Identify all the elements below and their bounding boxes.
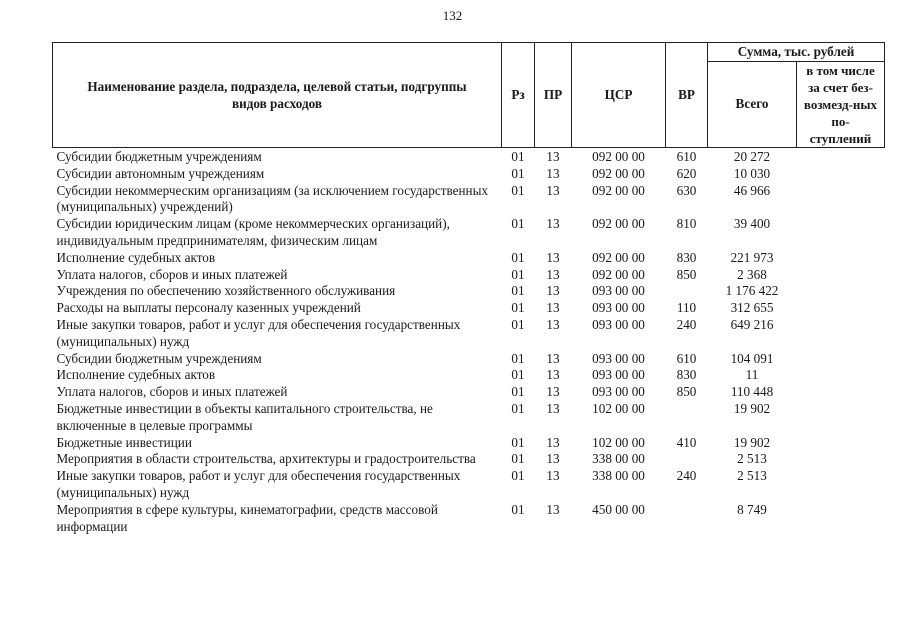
row-csr: 092 00 00 — [592, 249, 645, 265]
table-row — [53, 502, 885, 536]
row-csr: 093 00 00 — [592, 384, 645, 400]
row-name: Субсидии автономным учреждениям — [56, 165, 265, 181]
header-pr: ПР — [535, 43, 572, 148]
row-vr: 610 — [676, 149, 697, 164]
row-rz: 01 — [511, 468, 525, 484]
row-total: 2 513 — [737, 451, 767, 467]
row-name: Расходы на выплаты персоналу казенных учреждений — [56, 300, 361, 316]
row-free — [797, 183, 885, 217]
row-csr: 093 00 00 — [592, 350, 645, 366]
page-number: 132 — [442, 8, 463, 23]
row-pr: 13 — [546, 501, 560, 517]
row-name: Субсидии бюджетным учреждениям — [56, 350, 262, 366]
row-vr: 110 — [676, 300, 697, 316]
row-rz: 01 — [511, 165, 525, 181]
header-rz: Рз — [502, 43, 535, 148]
row-name: Уплата налогов, сборов и иных платежей — [56, 266, 288, 282]
row-rz: 01 — [511, 266, 525, 282]
table-row — [53, 166, 885, 183]
row-pr: 13 — [546, 468, 560, 484]
row-pr: 13 — [546, 249, 560, 265]
row-vr: 850 — [676, 266, 697, 282]
table-row — [53, 283, 885, 300]
row-vr: 630 — [676, 182, 697, 198]
row-vr: 850 — [676, 384, 697, 400]
row-free — [797, 401, 885, 435]
row-vr: 410 — [676, 434, 697, 450]
row-vr: 610 — [676, 350, 697, 366]
row-vr — [666, 451, 708, 468]
row-csr: 093 00 00 — [592, 283, 645, 299]
row-pr: 13 — [546, 283, 560, 299]
row-pr: 13 — [546, 367, 560, 383]
row-pr: 13 — [546, 165, 560, 181]
row-pr: 13 — [546, 182, 560, 198]
row-vr: 810 — [676, 216, 697, 232]
row-name: Учреждения по обеспечению хозяйственного обслуживания — [56, 283, 396, 299]
row-name: Мероприятия в области строительства, архитектуры и градостроительства — [56, 451, 476, 467]
budget-table — [52, 42, 885, 535]
row-total: 2 368 — [737, 266, 767, 282]
row-total: 39 400 — [733, 216, 771, 232]
row-total: 2 513 — [737, 468, 767, 484]
row-total: 11 — [745, 367, 759, 383]
table-row — [53, 183, 885, 217]
row-free — [797, 283, 885, 300]
row-total: 312 655 — [730, 300, 774, 316]
row-rz: 01 — [511, 316, 525, 332]
row-rz: 01 — [511, 400, 525, 416]
row-rz: 01 — [511, 216, 525, 232]
row-csr: 092 00 00 — [592, 149, 645, 164]
row-total: 1 176 422 — [725, 283, 779, 299]
row-name: Субсидии некоммерческим организациям (за исключением государственных (муниципальных) учреждений) — [56, 182, 489, 215]
row-rz: 01 — [511, 367, 525, 383]
row-rz: 01 — [511, 501, 525, 517]
row-csr: 093 00 00 — [592, 316, 645, 332]
row-csr: 092 00 00 — [592, 266, 645, 282]
row-pr: 13 — [546, 350, 560, 366]
row-rz: 01 — [511, 283, 525, 299]
row-name: Исполнение судебных актов — [56, 367, 216, 383]
row-free — [797, 451, 885, 468]
table-row — [53, 250, 885, 267]
row-csr: 092 00 00 — [592, 165, 645, 181]
row-total: 19 902 — [733, 400, 771, 416]
row-csr: 092 00 00 — [592, 182, 645, 198]
row-pr: 13 — [546, 300, 560, 316]
row-free — [797, 384, 885, 401]
row-free — [797, 250, 885, 267]
row-vr: 620 — [676, 165, 697, 181]
row-csr: 092 00 00 — [592, 216, 645, 232]
row-free — [797, 502, 885, 536]
row-csr: 102 00 00 — [592, 400, 645, 416]
header-total: Всего — [708, 62, 797, 148]
table-row — [53, 216, 885, 250]
row-rz: 01 — [511, 451, 525, 467]
table-row — [53, 451, 885, 468]
table-body — [53, 148, 885, 536]
row-free — [797, 351, 885, 368]
row-total: 8 749 — [737, 501, 767, 517]
row-vr: 240 — [676, 316, 697, 332]
row-free — [797, 267, 885, 284]
table-row — [53, 435, 885, 452]
row-free — [797, 435, 885, 452]
row-pr: 13 — [546, 451, 560, 467]
row-total: 20 272 — [733, 149, 771, 164]
row-rz: 01 — [511, 249, 525, 265]
row-vr: 830 — [676, 249, 697, 265]
row-free — [797, 468, 885, 502]
row-total: 46 966 — [733, 182, 771, 198]
row-pr: 13 — [546, 384, 560, 400]
row-free — [797, 317, 885, 351]
row-rz: 01 — [511, 434, 525, 450]
row-vr — [666, 502, 708, 536]
header-vr: ВР — [666, 43, 708, 148]
row-vr — [666, 283, 708, 300]
row-name: Бюджетные инвестиции — [56, 434, 192, 450]
table-row — [53, 148, 885, 166]
row-rz: 01 — [511, 384, 525, 400]
row-pr: 13 — [546, 434, 560, 450]
table-row — [53, 468, 885, 502]
row-free — [797, 166, 885, 183]
row-csr: 450 00 00 — [592, 501, 645, 517]
row-pr: 13 — [546, 316, 560, 332]
row-name: Уплата налогов, сборов и иных платежей — [56, 384, 288, 400]
table-row — [53, 351, 885, 368]
row-name: Мероприятия в сфере культуры, кинематографии, средств массовой информации — [56, 501, 438, 534]
row-name: Исполнение судебных актов — [56, 249, 216, 265]
row-name: Субсидии юридическим лицам (кроме некоммерческих организаций), индивидуальным предпринимателям, физическим лицам — [56, 216, 450, 248]
row-pr: 13 — [546, 400, 560, 416]
row-name: Субсидии бюджетным учреждениям — [56, 149, 262, 164]
row-total: 221 973 — [730, 249, 774, 265]
row-total: 649 216 — [730, 316, 774, 332]
row-free — [797, 367, 885, 384]
row-name: Иные закупки товаров, работ и услуг для обеспечения государственных (муниципальных) нужд — [56, 316, 461, 349]
row-csr: 102 00 00 — [592, 434, 645, 450]
row-csr: 338 00 00 — [592, 468, 645, 484]
header-csr: ЦСР — [572, 43, 666, 148]
row-free — [797, 148, 885, 166]
row-csr: 093 00 00 — [592, 300, 645, 316]
row-vr: 830 — [676, 367, 697, 383]
row-rz: 01 — [511, 350, 525, 366]
row-total: 104 091 — [730, 350, 774, 366]
row-total: 19 902 — [733, 434, 771, 450]
row-free — [797, 216, 885, 250]
header-name: Наименование раздела, подраздела, целевой статьи, подгруппы видов расходов — [53, 43, 502, 148]
row-rz: 01 — [511, 149, 525, 164]
row-pr: 13 — [546, 266, 560, 282]
table-row — [53, 317, 885, 351]
header-sum: Сумма, тыс. рублей — [708, 43, 885, 62]
table-row — [53, 267, 885, 284]
row-rz: 01 — [511, 300, 525, 316]
header-free-receipts: в том числе за счет без-возмезд-ных по-ступлений — [797, 62, 885, 148]
row-name: Бюджетные инвестиции в объекты капитального строительства, не включенные в целевые программы — [56, 400, 433, 433]
row-total: 10 030 — [733, 165, 771, 181]
table-row — [53, 367, 885, 384]
table-row — [53, 401, 885, 435]
row-pr: 13 — [546, 216, 560, 232]
table-row — [53, 384, 885, 401]
row-csr: 338 00 00 — [592, 451, 645, 467]
table-row — [53, 300, 885, 317]
row-vr — [666, 401, 708, 435]
row-rz: 01 — [511, 182, 525, 198]
row-name: Иные закупки товаров, работ и услуг для обеспечения государственных (муниципальных) нужд — [56, 468, 461, 500]
row-pr: 13 — [546, 149, 560, 164]
row-total: 110 448 — [730, 384, 774, 400]
row-free — [797, 300, 885, 317]
row-csr: 093 00 00 — [592, 367, 645, 383]
table-header — [53, 43, 885, 148]
row-vr: 240 — [676, 468, 697, 484]
